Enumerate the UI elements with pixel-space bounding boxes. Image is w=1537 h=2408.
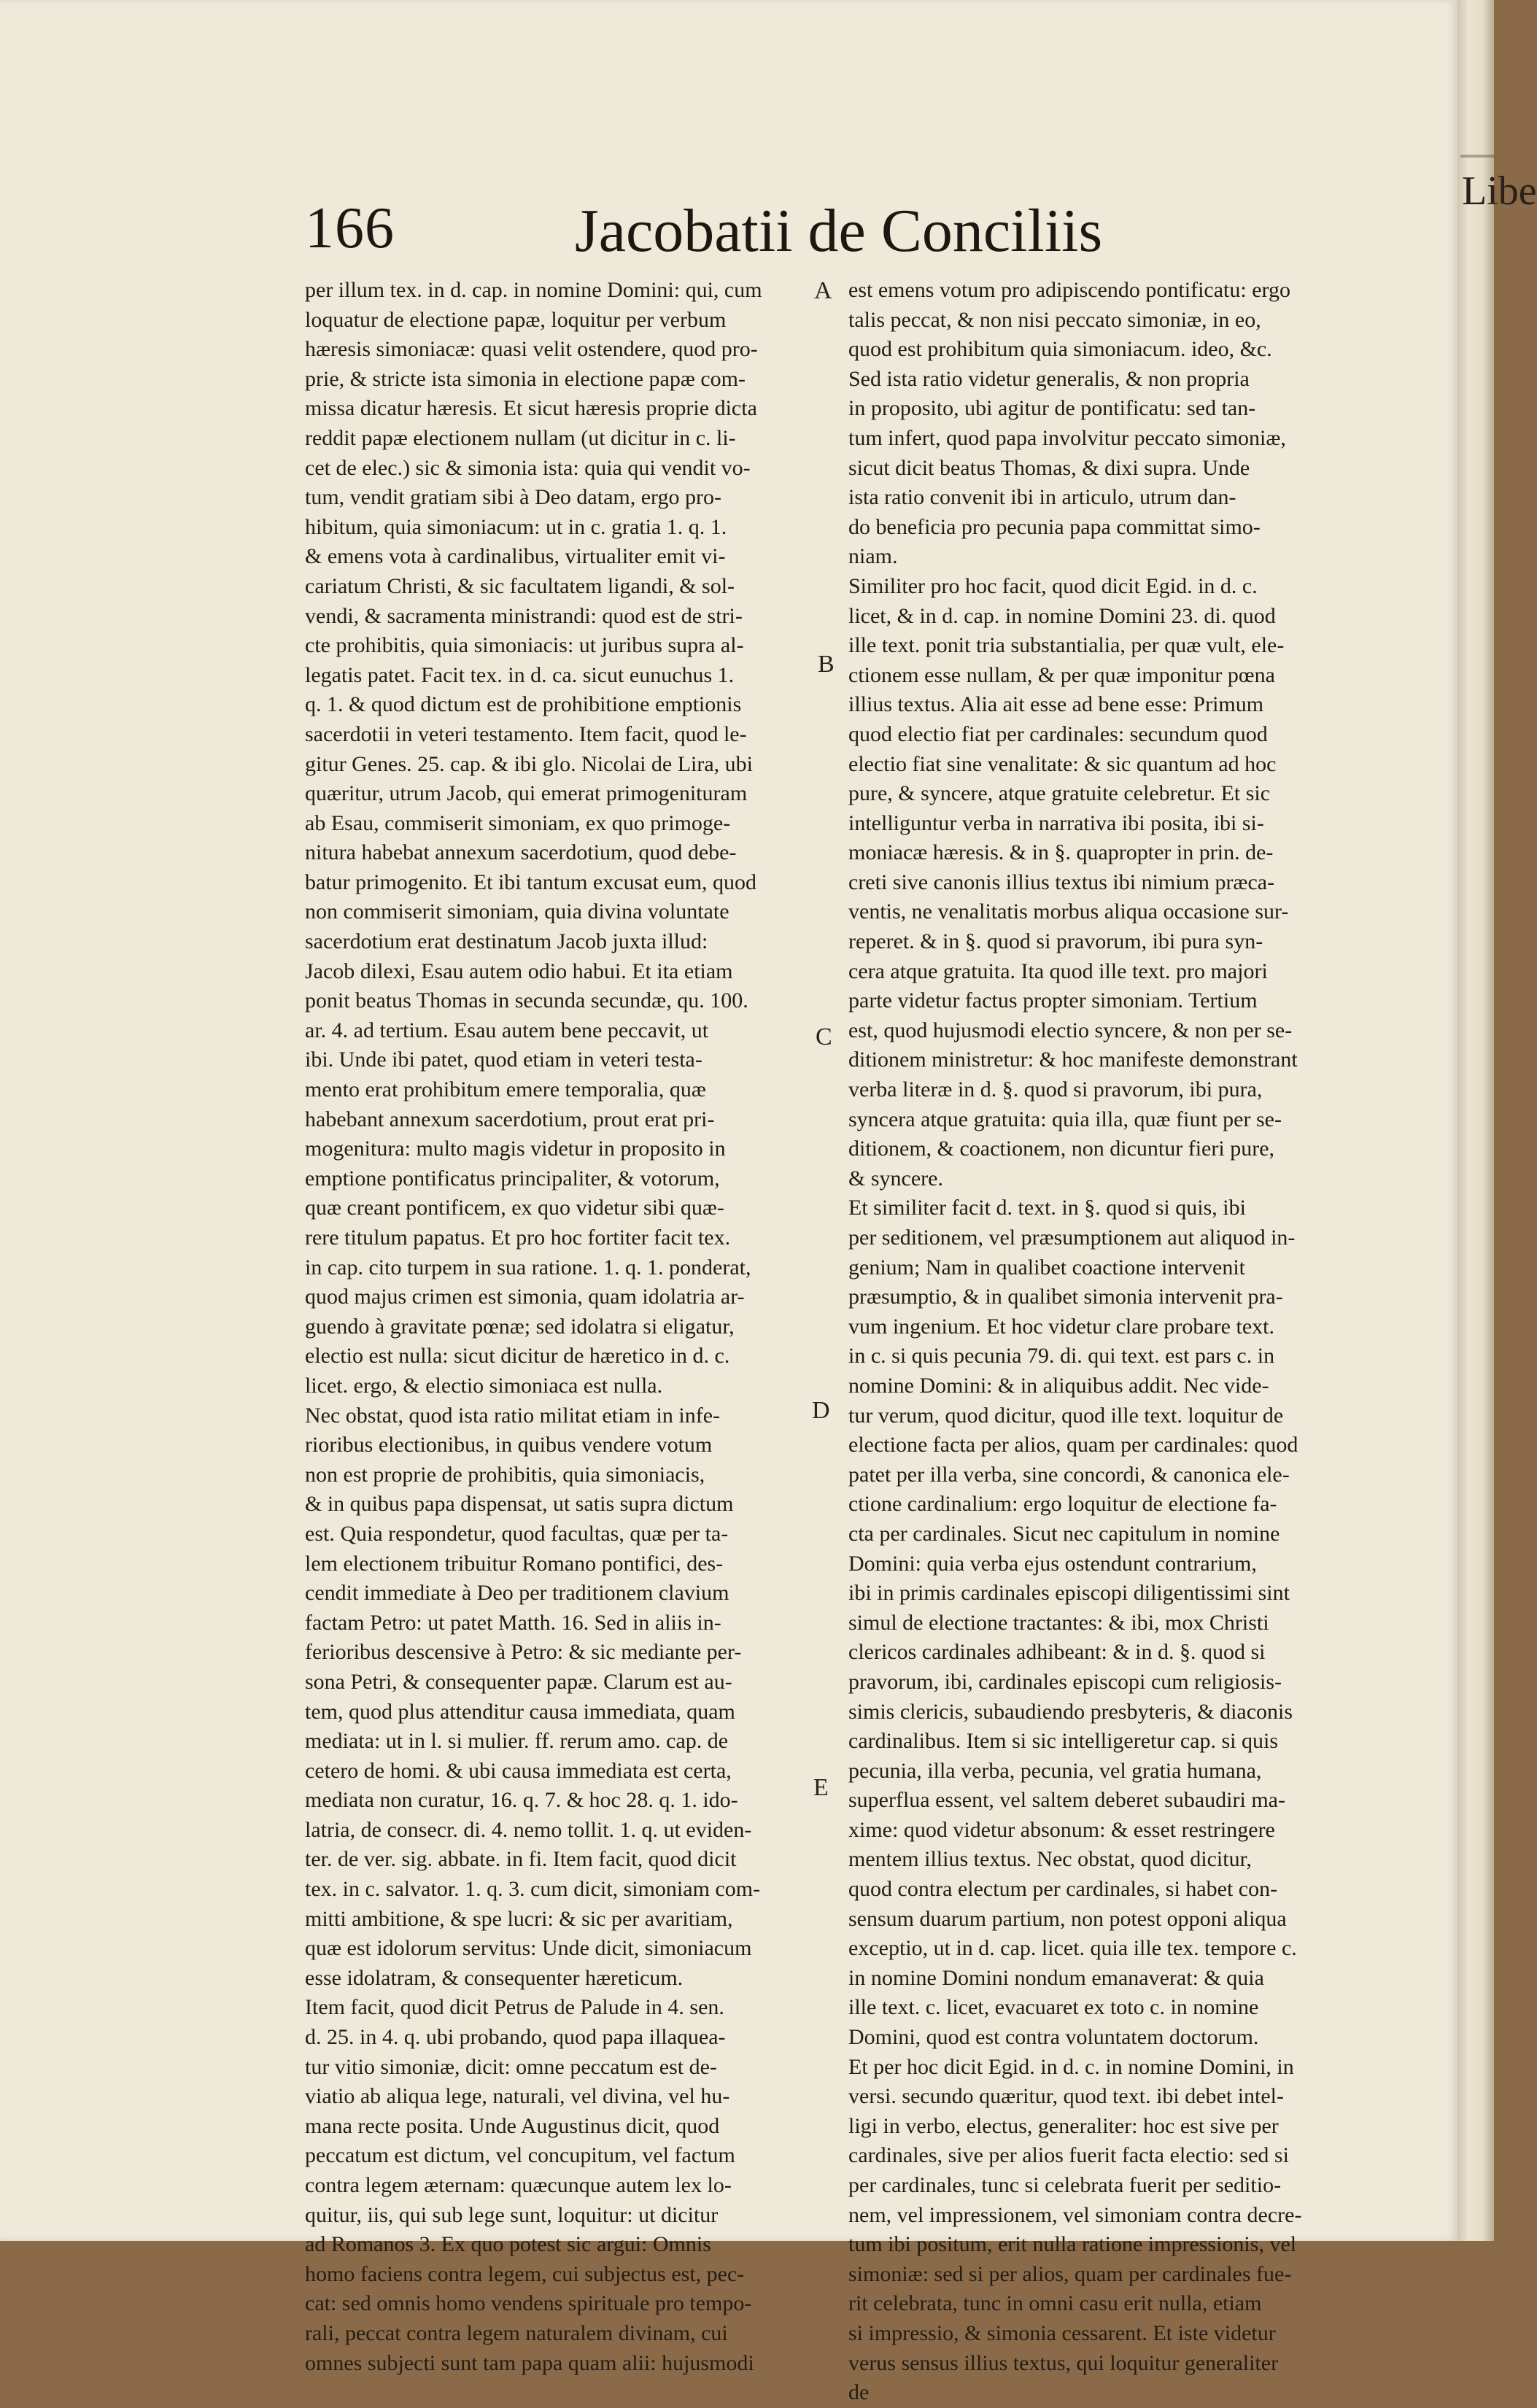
text-line: ditionem ministretur: & hoc manifeste demonstrant (848, 1048, 1298, 1072)
text-line: creti sive canonis illius textus ibi nimium præca- (848, 870, 1275, 894)
text-line: ille text. ponit tria substantialia, per quæ vult, ele- (848, 633, 1285, 658)
text-line: mogenitura: multo magis videtur in proposito in (305, 1137, 726, 1161)
margin-letter-e: E (813, 1774, 829, 1801)
text-line: sona Petri, & consequenter papæ. Clarum est au- (305, 1669, 732, 1694)
text-line: guendo à gravitate pœnæ; sed idolatra si eligatur, (305, 1314, 735, 1339)
text-line: Jacob dilexi, Esau autem odio habui. Et ita etiam (305, 959, 733, 983)
text-line: gitur Genes. 25. cap. & ibi glo. Nicolai de Lira, ubi (305, 751, 754, 776)
text-line: illius textus. Alia ait esse ad bene esse: Primum (848, 692, 1264, 717)
text-line: quæ creant pontificem, ex quo videtur sibi quæ- (305, 1196, 724, 1220)
text-line: cetero de homi. & ubi causa immediata est certa, (305, 1758, 732, 1783)
text-line: tur verum, quod dicitur, quod ille text. loquitur de (848, 1403, 1284, 1428)
text-line: ad Romanos 3. Ex quo potest sic argui: Omnis (305, 2232, 711, 2257)
text-line: præsumptio, & in qualibet simonia intervenit pra- (848, 1285, 1283, 1309)
text-line: patet per illa verba, sine concordi, & canonica ele- (848, 1462, 1290, 1487)
text-line: per cardinales, tunc si celebrata fuerit per seditio- (848, 2173, 1282, 2197)
text-line: reperet. & in §. quod si pravorum, ibi pura syn- (848, 929, 1263, 954)
text-line: quitur, iis, qui sub lege sunt, loquitur: ut dicitur (305, 2202, 719, 2227)
text-line: simis clericis, subaudiendo presbyteris, & diaconis (848, 1699, 1293, 1724)
text-line: omnes subjecti sunt tam papa quam alii: hujusmodi (305, 2350, 754, 2375)
text-line: Et per hoc dicit Egid. in d. c. in nomine Domini, in (848, 2054, 1294, 2079)
text-line: licet, & in d. cap. in nomine Domini 23. di. quod (848, 603, 1276, 628)
right-column (848, 276, 1359, 2408)
text-line: tum infert, quod papa involvitur peccato simoniæ, (848, 425, 1286, 450)
text-line: in nomine Domini nondum emanaverat: & quia (848, 1965, 1264, 1990)
text-line: pecunia, illa verba, pecunia, vel gratia humana, (848, 1758, 1262, 1783)
text-line: & emens vota à cardinalibus, virtualiter emit vi- (305, 544, 726, 569)
text-line: Domini: quia verba ejus ostendunt contrarium, (848, 1551, 1257, 1576)
text-line: lem electionem tribuitur Romano pontifici, des- (305, 1551, 724, 1576)
text-line: genium; Nam in qualibet coactione intervenit (848, 1255, 1245, 1280)
text-line: si impressio, & simonia cessarent. Et iste videtur (848, 2320, 1276, 2345)
text-line: clericos cardinales adhibeant: & in d. §. quod si (848, 1640, 1266, 1665)
text-line: ferioribus descensive à Petro: & sic mediante per- (305, 1640, 742, 1665)
text-line: parte videtur factus propter simoniam. Tertium (848, 988, 1258, 1013)
next-page-edge (1457, 0, 1537, 2241)
text-line: legatis patet. Facit tex. in d. ca. sicut eunuchus 1. (305, 662, 735, 687)
text-line: Item facit, quod dicit Petrus de Palude in 4. sen. (305, 1995, 724, 2020)
text-line: in proposito, ubi agitur de pontificatu: sed tan- (848, 396, 1256, 421)
text-line: cera atque gratuita. Ita quod ille text. pro majori (848, 959, 1268, 983)
text-line: Et similiter facit d. text. in §. quod si quis, ibi (848, 1196, 1246, 1220)
text-line: contra legem æternam: quæcunque autem lex lo- (305, 2173, 732, 2197)
text-line: hæresis simoniacæ: quasi velit ostendere, quod pro- (305, 337, 758, 362)
text-line: rere titulum papatus. Et pro hoc fortiter facit tex. (305, 1226, 731, 1250)
text-line: pravorum, ibi, cardinales episcopi cum religiosis- (848, 1669, 1282, 1694)
text-line: simoniæ: sed si per alios, quam per cardinales fue- (848, 2261, 1292, 2286)
text-line: emptione pontificatus principaliter, & votorum, (305, 1166, 720, 1191)
text-line: quod est prohibitum quia simoniacum. ideo, &c. (848, 337, 1272, 362)
text-line: non est proprie de prohibitis, quia simoniacis, (305, 1462, 705, 1487)
text-line: mana recte posita. Unde Augustinus dicit, quod (305, 2113, 720, 2138)
text-line: electione facta per alios, quam per cardinales: quod (848, 1433, 1298, 1457)
text-line: rit celebrata, tunc in omni casu erit nulla, etiam (848, 2291, 1262, 2316)
text-line: d. 25. in 4. q. ubi probando, quod papa illaquea- (305, 2025, 726, 2050)
text-line: ab Esau, commiserit simoniam, ex quo primoge- (305, 810, 731, 835)
text-line: ponit beatus Thomas in secunda secundæ, qu. 100. (305, 988, 748, 1013)
text-line: ter. de ver. sig. abbate. in fi. Item facit, quod dicit (305, 1847, 737, 1872)
text-line: quod contra electum per cardinales, si habet con- (848, 1877, 1278, 1902)
text-line: mediata non curatur, 16. q. 7. & hoc 28. q. 1. ido- (305, 1788, 738, 1813)
text-line: cat: sed omnis homo vendens spirituale pro tempo- (305, 2291, 752, 2316)
text-line: sacerdotii in veteri testamento. Item facit, quod le- (305, 721, 747, 746)
text-line: per illum tex. in d. cap. in nomine Domini: qui, cum (305, 278, 762, 302)
text-line: electio est nulla: sicut dicitur de hæretico in d. c. (305, 1344, 730, 1368)
text-line: quæritur, utrum Jacob, qui emerat primogenituram (305, 781, 748, 806)
text-line: Nec obstat, quod ista ratio militat etiam in infe- (305, 1403, 721, 1428)
text-line: pure, & syncere, atque gratuite celebretur. Et sic (848, 781, 1271, 806)
text-line: mediata: ut in l. si mulier. ff. rerum amo. cap. de (305, 1729, 729, 1754)
text-line: batur primogenito. Et ibi tantum excusat eum, quod (305, 870, 757, 894)
text-line: nem, vel impressionem, vel simoniam contra decre- (848, 2202, 1302, 2227)
text-line: latria, de consecr. di. 4. nemo tollit. 1. q. ut eviden- (305, 1817, 752, 1842)
text-line: do beneficia pro pecunia papa committat simo- (848, 514, 1261, 539)
text-line: Domini, quod est contra voluntatem doctorum. (848, 2025, 1259, 2050)
text-line: nitura habebat annexum sacerdotium, quod debe- (305, 840, 737, 865)
left-column (305, 276, 819, 2378)
text-line: nomine Domini: & in aliquibus addit. Nec vide- (848, 1373, 1269, 1398)
text-line: cardinalibus. Item si sic intelligeretur cap. si quis (848, 1729, 1279, 1754)
text-line: electio fiat sine venalitate: & sic quantum ad hoc (848, 751, 1277, 776)
text-line: niam. (848, 544, 898, 569)
text-line: esse idolatram, & consequenter hæreticum. (305, 1965, 684, 1990)
text-line: non commiserit simoniam, quia divina voluntate (305, 899, 729, 924)
text-line: in cap. cito turpem in sua ratione. 1. q. 1. ponderat, (305, 1255, 751, 1280)
text-line: est. Quia respondetur, quod facultas, quæ per ta- (305, 1521, 729, 1546)
text-line: superflua essent, vel saltem deberet subaudiri ma- (848, 1788, 1285, 1813)
text-line: cet de elec.) sic & simonia ista: quia qui vendit vo- (305, 455, 751, 480)
text-line: cariatum Christi, & sic facultatem ligandi, & sol- (305, 573, 735, 598)
page-number: 166 (305, 196, 395, 260)
text-line: mentem illius textus. Nec obstat, quod dicitur, (848, 1847, 1252, 1872)
text-line: est emens votum pro adipiscendo pontificatu: ergo (848, 278, 1290, 302)
margin-letter-b: B (818, 651, 835, 678)
text-line: & syncere. (848, 1166, 943, 1191)
text-line: ar. 4. ad tertium. Esau autem bene peccavit, ut (305, 1018, 709, 1042)
text-line: exceptio, ut in d. cap. licet. quia ille tex. tempore c. (848, 1936, 1297, 1961)
text-line: vum ingenium. Et hoc videtur clare probare text. (848, 1314, 1274, 1339)
text-line: quod electio fiat per cardinales: secundum quod (848, 721, 1268, 746)
text-line: ibi in primis cardinales episcopi diligentissimi sint (848, 1581, 1290, 1606)
text-line: tum, vendit gratiam sibi à Deo datam, ergo pro- (305, 485, 721, 510)
text-line: reddit papæ electionem nullam (ut dicitur in c. li- (305, 425, 736, 450)
text-line: ista ratio convenit ibi in articulo, utrum dan- (848, 485, 1236, 510)
text-line: Sed ista ratio videtur generalis, & non propria (848, 366, 1250, 391)
text-line: loquatur de electione papæ, loquitur per verbum (305, 307, 727, 332)
margin-letter-d: D (812, 1397, 830, 1424)
text-line: homo faciens contra legem, cui subjectus est, pec- (305, 2261, 745, 2286)
text-line: cte prohibitis, quia simoniacis: ut juribus supra al- (305, 633, 744, 658)
text-line: tem, quod plus attenditur causa immediata, quam (305, 1699, 735, 1724)
text-line: syncera atque gratuita: quia illa, quæ fiunt per se- (848, 1107, 1282, 1131)
text-line: rioribus electionibus, in quibus vendere votum (305, 1433, 713, 1457)
page-header (305, 195, 1377, 276)
text-line: mitti ambitione, & spe lucri: & sic per avaritiam, (305, 1906, 733, 1931)
text-line: verus sensus illius textus, qui loquitur generaliter (848, 2350, 1279, 2375)
text-line: sensum duarum partium, non potest opponi aliqua (848, 1906, 1287, 1931)
text-line: versi. secundo quæritur, quod text. ibi debet intel- (848, 2084, 1285, 2109)
text-line: mento erat prohibitum emere temporalia, quæ (305, 1077, 706, 1102)
text-line: licet. ergo, & electio simoniaca est nulla. (305, 1373, 663, 1398)
text-line: viatio ab aliqua lege, naturali, vel divina, vel hu- (305, 2084, 730, 2109)
text-line: per seditionem, vel præsumptionem aut aliquod in- (848, 1226, 1296, 1250)
text-line: Similiter pro hoc facit, quod dicit Egid. in d. c. (848, 573, 1258, 598)
text-line: in c. si quis pecunia 79. di. qui text. est pars c. in (848, 1344, 1275, 1368)
text-line: sacerdotium erat destinatum Jacob juxta illud: (305, 929, 708, 954)
text-line: & in quibus papa dispensat, ut satis supra dictum (305, 1492, 734, 1517)
text-line: habebant annexum sacerdotium, prout erat pri- (305, 1107, 715, 1131)
text-line: ventis, ne venalitatis morbus aliqua occasione sur- (848, 899, 1289, 924)
text-line: ille text. c. licet, evacuaret ex toto c. in nomine (848, 1995, 1259, 2020)
text-line: factam Petro: ut patet Matth. 16. Sed in aliis in- (305, 1610, 721, 1635)
text-line: missa dicatur hæresis. Et sicut hæresis proprie dicta (305, 396, 757, 421)
text-line: xime: quod videtur absonum: & esset restringere (848, 1817, 1275, 1842)
running-title: Jacobatii de Conciliis (575, 197, 1103, 265)
text-line: tex. in c. salvator. 1. q. 3. cum dicit, simoniam com- (305, 1877, 761, 1902)
margin-letter-c: C (816, 1023, 832, 1050)
text-line: talis peccat, & non nisi peccato simoniæ, in eo, (848, 307, 1261, 332)
text-line: quod majus crimen est simonia, quam idolatria ar- (305, 1285, 745, 1309)
text-line: ibi. Unde ibi patet, quod etiam in veteri testa- (305, 1048, 702, 1072)
text-line: cta per cardinales. Sicut nec capitulum in nomine (848, 1521, 1280, 1546)
text-line: peccatum est dictum, vel concupitum, vel factum (305, 2143, 735, 2168)
text-line: moniacæ hæresis. & in §. quapropter in prin. de- (848, 840, 1274, 865)
edge-rule (1460, 155, 1494, 158)
text-line: est, quod hujusmodi electio syncere, & non per se- (848, 1018, 1293, 1042)
text-line: tum ibi positum, erit nulla ratione impressionis, vel (848, 2232, 1297, 2257)
text-line: q. 1. & quod dictum est de prohibitione emptionis (305, 692, 742, 717)
text-line: ditionem, & coactionem, non dicuntur fieri pure, (848, 1137, 1275, 1161)
text-line: sicut dicit beatus Thomas, & dixi supra. Unde (848, 455, 1250, 480)
text-line: de (848, 2380, 870, 2405)
text-line: simul de electione tractantes: & ibi, mox Christi (848, 1610, 1269, 1635)
text-line: tur vitio simoniæ, dicit: omne peccatum est de- (305, 2054, 717, 2079)
next-page-edge-text: Libe (1462, 169, 1537, 214)
text-line: prie, & stricte ista simonia in electione papæ com- (305, 366, 746, 391)
text-line: ligi in verbo, electus, generaliter: hoc est sive per (848, 2113, 1279, 2138)
text-line: cardinales, sive per alios fuerit facta electio: sed si (848, 2143, 1289, 2168)
text-line: ctione cardinalium: ergo loquitur de electione fa- (848, 1492, 1277, 1517)
margin-letter-a: A (814, 277, 832, 304)
text-line: vendi, & sacramenta ministrandi: quod est de stri- (305, 603, 743, 628)
text-line: cendit immediate à Deo per traditionem clavium (305, 1581, 729, 1606)
text-line: intelliguntur verba in narrativa ibi posita, ibi si- (848, 810, 1264, 835)
text-line: verba literæ in d. §. quod si pravorum, ibi pura, (848, 1077, 1263, 1102)
text-line: quæ est idolorum servitus: Unde dicit, simoniacum (305, 1936, 752, 1961)
text-line: rali, peccat contra legem naturalem divinam, cui (305, 2320, 728, 2345)
text-line: ctionem esse nullam, & per quæ imponitur pœna (848, 662, 1275, 687)
text-line: hibitum, quia simoniacum: ut in c. gratia 1. q. 1. (305, 514, 727, 539)
